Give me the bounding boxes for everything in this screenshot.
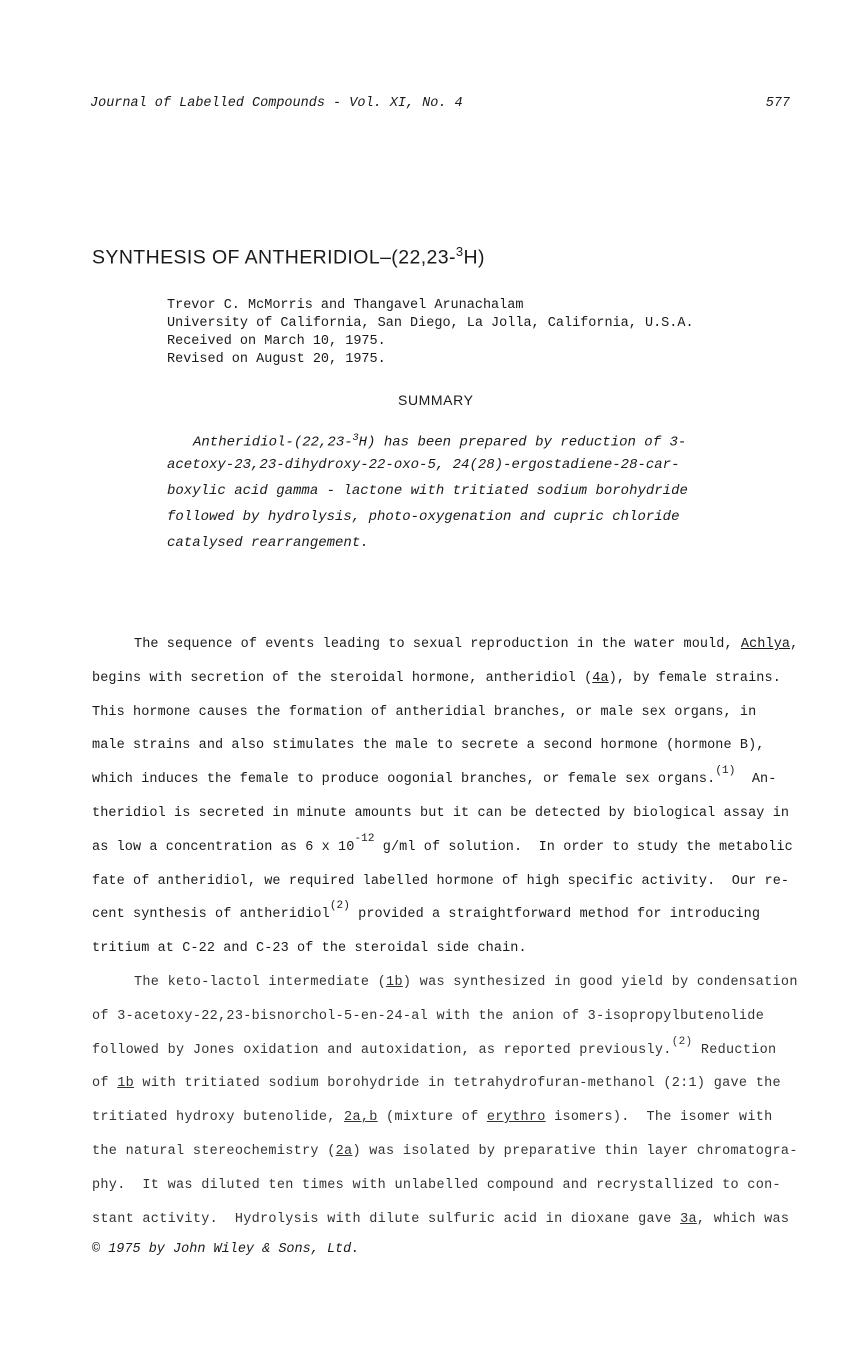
compound-ref-4a: 4a — [592, 670, 609, 686]
citation-1: (1) — [715, 765, 736, 778]
erythro-term: erythro — [486, 1110, 546, 1126]
text-line: male strains and also stimulates the male to secrete a second hormone (hormone B), — [92, 738, 765, 754]
text-line: stant activity. Hydrolysis with dilute sulfuric acid in dioxane gave 3a, which was — [92, 1211, 790, 1227]
compound-ref-2ab: 2a,b — [344, 1110, 378, 1126]
exponent: -12 — [354, 832, 375, 845]
abstract-line: boxylic acid gamma - lactone with tritiated sodium borohydride — [167, 483, 688, 499]
text-line: as low a concentration as 6 x 10$^{-12}$ g/ml of solution. In order to study the metabolic — [92, 832, 793, 855]
running-header — [90, 96, 790, 111]
author-names: Trevor C. McMorris and Thangavel Arunachalam — [167, 298, 524, 313]
revised-date: Revised on August 20, 1975. — [167, 352, 386, 367]
abstract-line: acetoxy-23,23-dihydroxy-22-oxo-5, 24(28)-ergostadiene-28-car- — [167, 457, 680, 473]
compound-ref-3a: 3a — [680, 1211, 697, 1227]
citation-2: (2) — [671, 1035, 693, 1048]
text-line: cent synthesis of antheridiol$^{(2)}$ provided a straightforward method for introducing — [92, 900, 761, 923]
paragraph-synthesis — [92, 966, 814, 1236]
citation-2: (2) — [329, 900, 350, 913]
text-line: of 3-acetoxy-22,23-bisnorchol-5-en-24-al with the anion of 3-isopropylbutenolide — [92, 1008, 765, 1024]
text-line: theridiol is secreted in minute amounts but it can be detected by biological assay in — [92, 805, 790, 821]
received-date: Received on March 10, 1975. — [167, 334, 386, 349]
text-line: which induces the female to produce oogonial branches, or female sex organs.$^{(1)}$ An- — [92, 765, 777, 788]
journal-citation: Journal of Labelled Compounds - Vol. XI, No. 4 — [90, 96, 463, 111]
copyright-notice: © 1975 by John Wiley & Sons, Ltd. — [92, 1242, 360, 1257]
text-line: tritium at C-22 and C-23 of the steroidal side chain. — [92, 941, 527, 957]
text-line: This hormone causes the formation of antheridial branches, or male sex organs, in — [92, 704, 757, 720]
compound-ref-2a: 2a — [335, 1143, 353, 1159]
text-line: phy. It was diluted ten times with unlabelled compound and recrystallized to con- — [92, 1177, 781, 1193]
text-line: tritiated hydroxy butenolide, 2a,b (mixture of erythro isomers). The isomer with — [92, 1110, 773, 1126]
summary-heading: SUMMARY — [398, 392, 474, 408]
page-number: 577 — [765, 96, 790, 111]
abstract — [167, 426, 707, 556]
abstract-line: followed by hydrolysis, photo-oxygenation and cupric chloride — [167, 509, 680, 525]
text-line: fate of antheridiol, we required labelled hormone of high specific activity. Our re- — [92, 873, 790, 889]
abstract-line: Antheridiol-(22,23-$^3$H) has been prepared by reduction of 3- — [193, 433, 687, 451]
genus-achlya: Achlya — [740, 637, 791, 652]
abstract-line: catalysed rearrangement. — [167, 535, 369, 551]
text-line: The keto-lactol intermediate (1b) was synthesized in good yield by condensation — [134, 975, 798, 990]
compound-ref-1b: 1b — [117, 1076, 135, 1092]
text-line: begins with secretion of the steroidal hormone, antheridiol (4a), by female strains. — [92, 670, 781, 686]
text-line: the natural stereochemistry (2a) was isolated by preparative thin layer chromatogra- — [92, 1143, 798, 1159]
article-title: SYNTHESIS OF ANTHERIDIOL–(22,23-$^3$H) — [92, 244, 485, 269]
text-line: The sequence of events leading to sexual reproduction in the water mould, Achlya, — [134, 637, 799, 652]
text-line: followed by Jones oxidation and autoxidation, as reported previously.$^{(2)}$ Reduction — [92, 1035, 777, 1058]
text-line: of 1b with tritiated sodium borohydride in tetrahydrofuran-methanol (2:1) gave the — [92, 1076, 781, 1092]
author-affiliation: University of California, San Diego, La Jolla, California, U.S.A. — [167, 316, 694, 331]
author-block — [167, 297, 694, 369]
compound-ref-1b: 1b — [386, 975, 403, 990]
paragraph-intro — [92, 628, 814, 966]
